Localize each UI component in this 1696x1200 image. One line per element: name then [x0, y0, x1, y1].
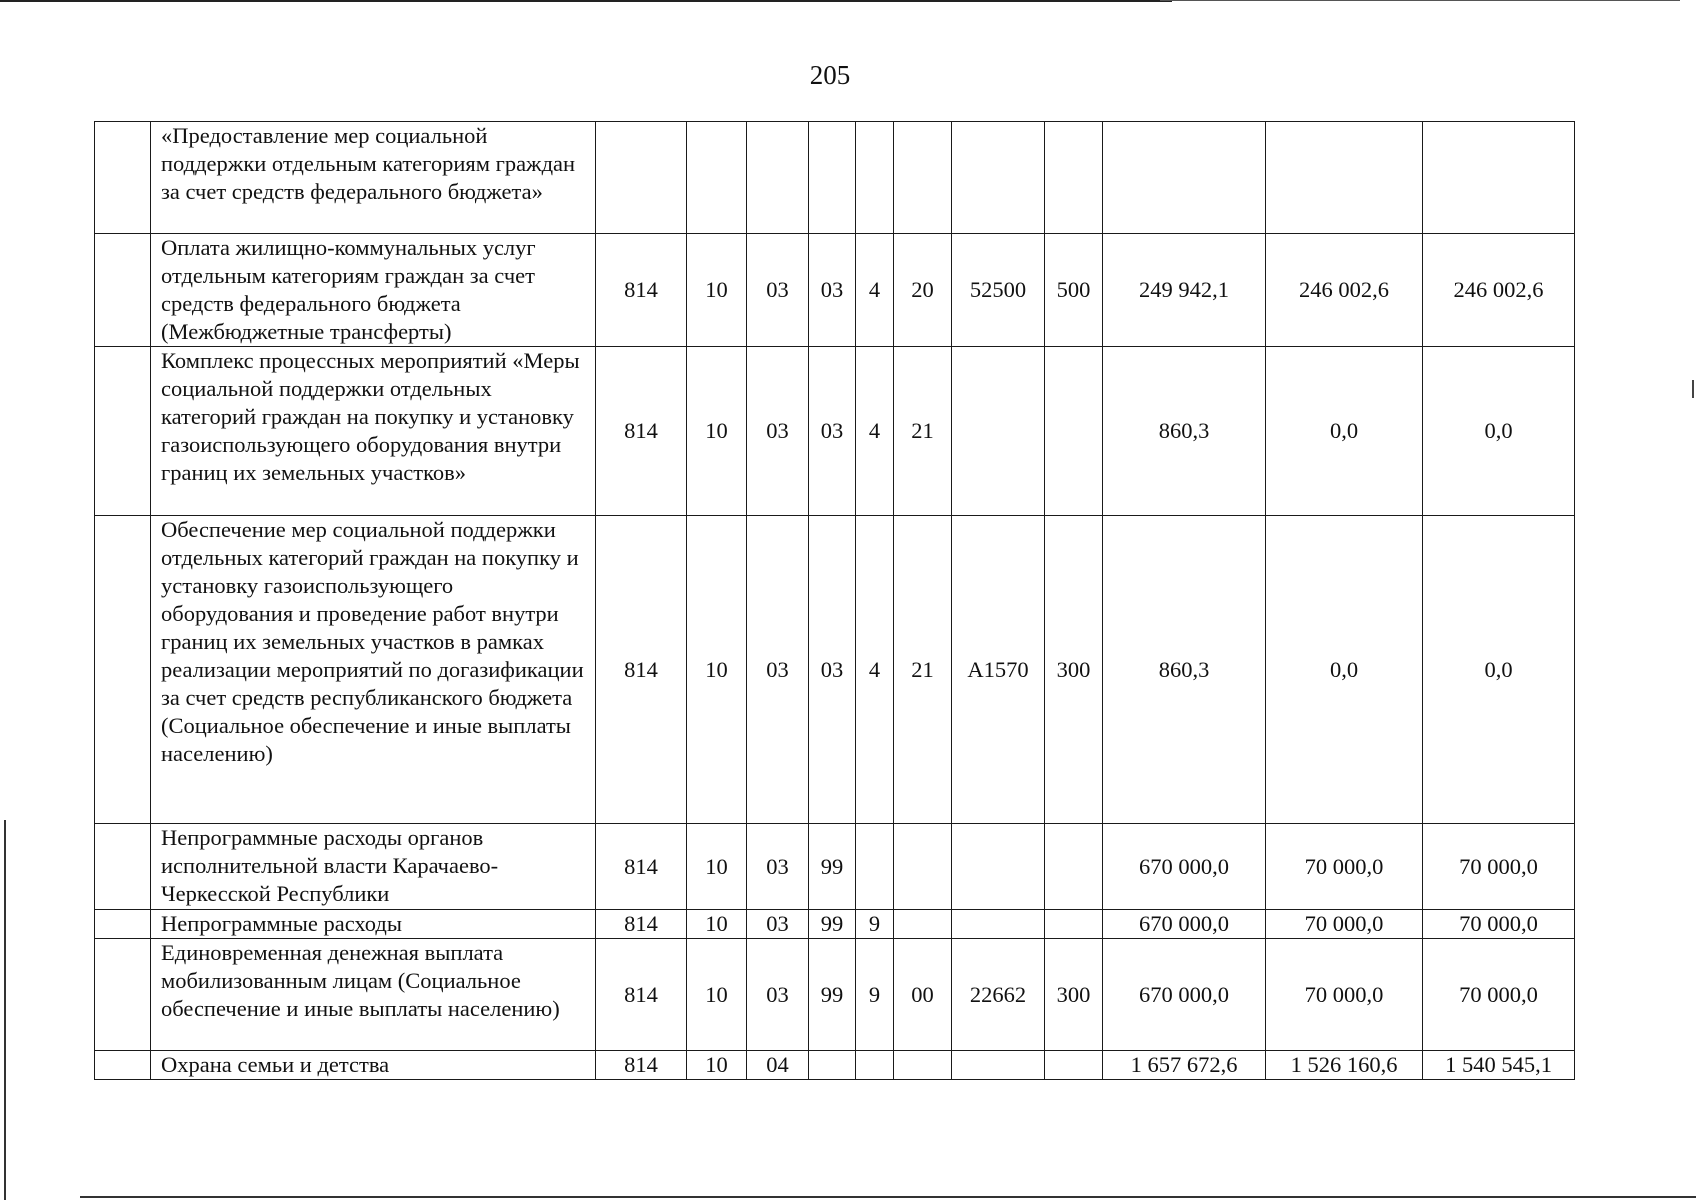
program-code: 99 — [809, 824, 856, 910]
activity-code — [894, 910, 952, 939]
direction-code — [952, 347, 1045, 516]
expense-type-code — [1045, 122, 1103, 234]
activity-code — [894, 824, 952, 910]
row-marker-cell — [95, 1051, 151, 1080]
row-marker-cell — [95, 122, 151, 234]
section-code: 10 — [687, 347, 747, 516]
page-number: 205 — [809, 60, 851, 90]
subprogram-code: 9 — [856, 939, 894, 1051]
program-code — [809, 122, 856, 234]
table-row — [95, 910, 1575, 939]
section-code: 10 — [687, 516, 747, 824]
direction-code — [952, 824, 1045, 910]
subprogram-code: 4 — [856, 234, 894, 347]
amount-year-2: 0,0 — [1266, 516, 1423, 824]
activity-code: 21 — [894, 347, 952, 516]
section-code: 10 — [687, 234, 747, 347]
program-code: 03 — [809, 234, 856, 347]
scan-edge-mark-right — [1692, 380, 1694, 398]
table-row — [95, 1051, 1575, 1080]
amount-year-3: 70 000,0 — [1423, 824, 1575, 910]
row-marker-cell — [95, 516, 151, 824]
program-code: 99 — [809, 910, 856, 939]
row-marker-cell — [95, 824, 151, 910]
amount-year-3: 0,0 — [1423, 516, 1575, 824]
subprogram-code: 4 — [856, 516, 894, 824]
direction-code: А1570 — [952, 516, 1045, 824]
table-row — [95, 234, 1575, 347]
subprogram-code — [856, 824, 894, 910]
table-row — [95, 516, 1575, 824]
expense-type-code: 300 — [1045, 939, 1103, 1051]
ministry-code: 814 — [596, 939, 687, 1051]
amount-year-3: 1 540 545,1 — [1423, 1051, 1575, 1080]
amount-year-2: 246 002,6 — [1266, 234, 1423, 347]
expense-type-code — [1045, 910, 1103, 939]
amount-year-1 — [1103, 122, 1266, 234]
activity-code — [894, 122, 952, 234]
amount-year-2: 0,0 — [1266, 347, 1423, 516]
amount-year-1: 249 942,1 — [1103, 234, 1266, 347]
expense-type-code: 500 — [1045, 234, 1103, 347]
activity-code: 20 — [894, 234, 952, 347]
ministry-code: 814 — [596, 516, 687, 824]
program-code — [809, 1051, 856, 1080]
direction-code: 52500 — [952, 234, 1045, 347]
subprogram-code: 4 — [856, 347, 894, 516]
subprogram-code — [856, 1051, 894, 1080]
program-code: 03 — [809, 516, 856, 824]
ministry-code: 814 — [596, 1051, 687, 1080]
section-code — [687, 122, 747, 234]
row-marker-cell — [95, 234, 151, 347]
amount-year-1: 670 000,0 — [1103, 910, 1266, 939]
expense-type-code — [1045, 347, 1103, 516]
row-name: Охрана семьи и детства — [151, 1051, 596, 1080]
row-name: Непрограммные расходы — [151, 910, 596, 939]
direction-code — [952, 910, 1045, 939]
row-marker-cell — [95, 939, 151, 1051]
row-name: Оплата жилищно-коммунальных услуг отдельным категориям граждан за счет средств федерального бюджета (Межбюджетные трансферты) — [151, 234, 596, 347]
scan-edge-top — [0, 0, 1172, 2]
scan-edge-top-right — [1160, 0, 1680, 1]
program-code: 03 — [809, 347, 856, 516]
amount-year-3: 70 000,0 — [1423, 910, 1575, 939]
amount-year-1: 1 657 672,6 — [1103, 1051, 1266, 1080]
amount-year-2 — [1266, 122, 1423, 234]
amount-year-1: 670 000,0 — [1103, 939, 1266, 1051]
row-name: Обеспечение мер социальной поддержки отдельных категорий граждан на покупку и установку газоиспользующего оборудования и проведение работ внутри границ их земельных участков в рамках реализации мероприятий по догазификации за счет средств республиканского бюджета (Социальное обеспечение и иные выплаты населению) — [151, 516, 596, 824]
amount-year-1: 860,3 — [1103, 516, 1266, 824]
table-row — [95, 347, 1575, 516]
amount-year-2: 70 000,0 — [1266, 910, 1423, 939]
program-code: 99 — [809, 939, 856, 1051]
scan-edge-bottom — [80, 1196, 1696, 1198]
table-row — [95, 122, 1575, 234]
expense-type-code: 300 — [1045, 516, 1103, 824]
amount-year-3: 0,0 — [1423, 347, 1575, 516]
activity-code — [894, 1051, 952, 1080]
subsection-code: 03 — [747, 516, 809, 824]
subsection-code: 03 — [747, 347, 809, 516]
subsection-code: 04 — [747, 1051, 809, 1080]
table-row — [95, 939, 1575, 1051]
row-marker-cell — [95, 347, 151, 516]
subprogram-code — [856, 122, 894, 234]
row-name: Непрограммные расходы органов исполнительной власти Карачаево-Черкесской Республики — [151, 824, 596, 910]
scan-edge-left — [4, 820, 6, 1200]
subsection-code: 03 — [747, 939, 809, 1051]
subsection-code: 03 — [747, 234, 809, 347]
amount-year-3: 246 002,6 — [1423, 234, 1575, 347]
amount-year-2: 70 000,0 — [1266, 824, 1423, 910]
ministry-code: 814 — [596, 910, 687, 939]
subprogram-code: 9 — [856, 910, 894, 939]
section-code: 10 — [687, 824, 747, 910]
section-code: 10 — [687, 910, 747, 939]
table-row — [95, 824, 1575, 910]
ministry-code: 814 — [596, 347, 687, 516]
ministry-code: 814 — [596, 824, 687, 910]
section-code: 10 — [687, 1051, 747, 1080]
subsection-code: 03 — [747, 910, 809, 939]
expense-type-code — [1045, 824, 1103, 910]
ministry-code: 814 — [596, 234, 687, 347]
ministry-code — [596, 122, 687, 234]
expense-type-code — [1045, 1051, 1103, 1080]
activity-code: 21 — [894, 516, 952, 824]
direction-code: 22662 — [952, 939, 1045, 1051]
row-name: Комплекс процессных мероприятий «Меры социальной поддержки отдельных категорий граждан на покупку и установку газоиспользующего оборудования внутри границ их земельных участков» — [151, 347, 596, 516]
amount-year-1: 670 000,0 — [1103, 824, 1266, 910]
amount-year-2: 1 526 160,6 — [1266, 1051, 1423, 1080]
section-code: 10 — [687, 939, 747, 1051]
direction-code — [952, 1051, 1045, 1080]
amount-year-3 — [1423, 122, 1575, 234]
budget-table — [94, 121, 1575, 1080]
row-name: Единовременная денежная выплата мобилизованным лицам (Социальное обеспечение и иные выплаты населению) — [151, 939, 596, 1051]
subsection-code — [747, 122, 809, 234]
subsection-code: 03 — [747, 824, 809, 910]
row-name: «Предоставление мер социальной поддержки отдельным категориям граждан за счет средств федерального бюджета» — [151, 122, 596, 234]
amount-year-3: 70 000,0 — [1423, 939, 1575, 1051]
direction-code — [952, 122, 1045, 234]
row-marker-cell — [95, 910, 151, 939]
amount-year-1: 860,3 — [1103, 347, 1266, 516]
amount-year-2: 70 000,0 — [1266, 939, 1423, 1051]
activity-code: 00 — [894, 939, 952, 1051]
